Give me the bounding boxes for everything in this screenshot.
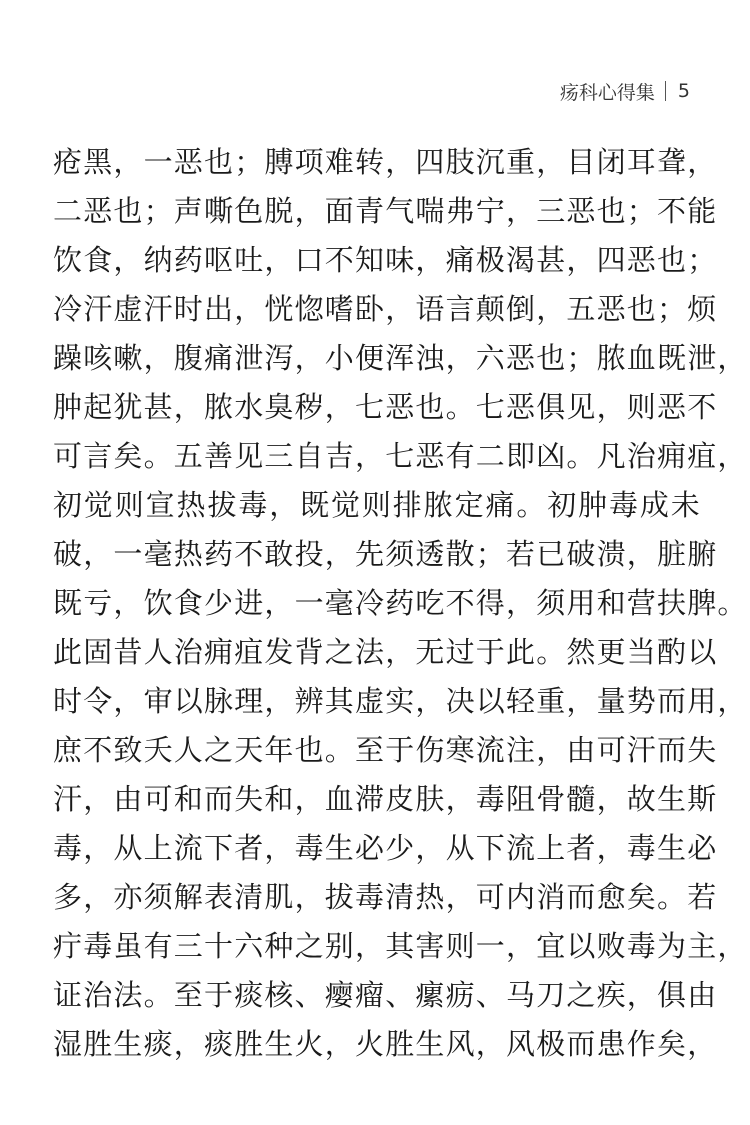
text-line: 时令，审以脉理，辨其虚实，决以轻重，量势而用，: [53, 684, 748, 718]
text-line: 既亏，饮食少进，一毫冷药吃不得，须用和营扶脾。: [53, 586, 748, 620]
text-line: 多，亦须解表清肌，拔毒清热，可内消而愈矣。若: [53, 880, 718, 914]
text-line: 饮食，纳药呕吐，口不知味，痛极渴甚，四恶也；: [53, 243, 718, 277]
text-line: 湿胜生痰，痰胜生火，火胜生风，风极而患作矣，: [53, 1027, 718, 1061]
header-divider: [665, 81, 666, 101]
body-text: [53, 138, 748, 1069]
text-line: 证治法。至于痰核、瘿瘤、瘰疬、马刀之疾，俱由: [53, 978, 718, 1012]
text-line: 躁咳嗽，腹痛泄泻，小便浑浊，六恶也；脓血既泄，: [53, 341, 748, 375]
text-line: 可言矣。五善见三自吉，七恶有二即凶。凡治痈疽，: [53, 439, 748, 473]
text-line: 二恶也；声嘶色脱，面青气喘弗宁，三恶也；不能: [53, 194, 718, 228]
text-line: 初觉则宣热拔毒，既觉则排脓定痛。初肿毒成未: [53, 488, 701, 522]
text-line: 庶不致夭人之天年也。至于伤寒流注，由可汗而失: [53, 733, 718, 767]
text-line: 汗，由可和而失和，血滞皮肤，毒阻骨髓，故生斯: [53, 782, 718, 816]
text-line: 此固昔人治痈疽发背之法，无过于此。然更当酌以: [53, 635, 718, 669]
book-title: 疡科心得集: [559, 81, 655, 104]
text-line: 肿起犹甚，脓水臭秽，七恶也。七恶俱见，则恶不: [53, 390, 718, 424]
text-line: 破，一毫热药不敢投，先须透散；若已破溃，脏腑: [53, 537, 718, 571]
text-line: 疮黑，一恶也；膊项难转，四肢沉重，目闭耳聋，: [53, 145, 718, 179]
text-line: 冷汗虚汗时出，恍惚嗜卧，语言颠倒，五恶也；烦: [53, 292, 718, 326]
text-line: 疔毒虽有三十六种之别，其害则一，宜以败毒为主，: [53, 929, 748, 963]
running-header: [560, 76, 690, 106]
text-line: 毒，从上流下者，毒生必少，从下流上者，毒生必: [53, 831, 718, 865]
page-number: 5: [677, 80, 690, 102]
